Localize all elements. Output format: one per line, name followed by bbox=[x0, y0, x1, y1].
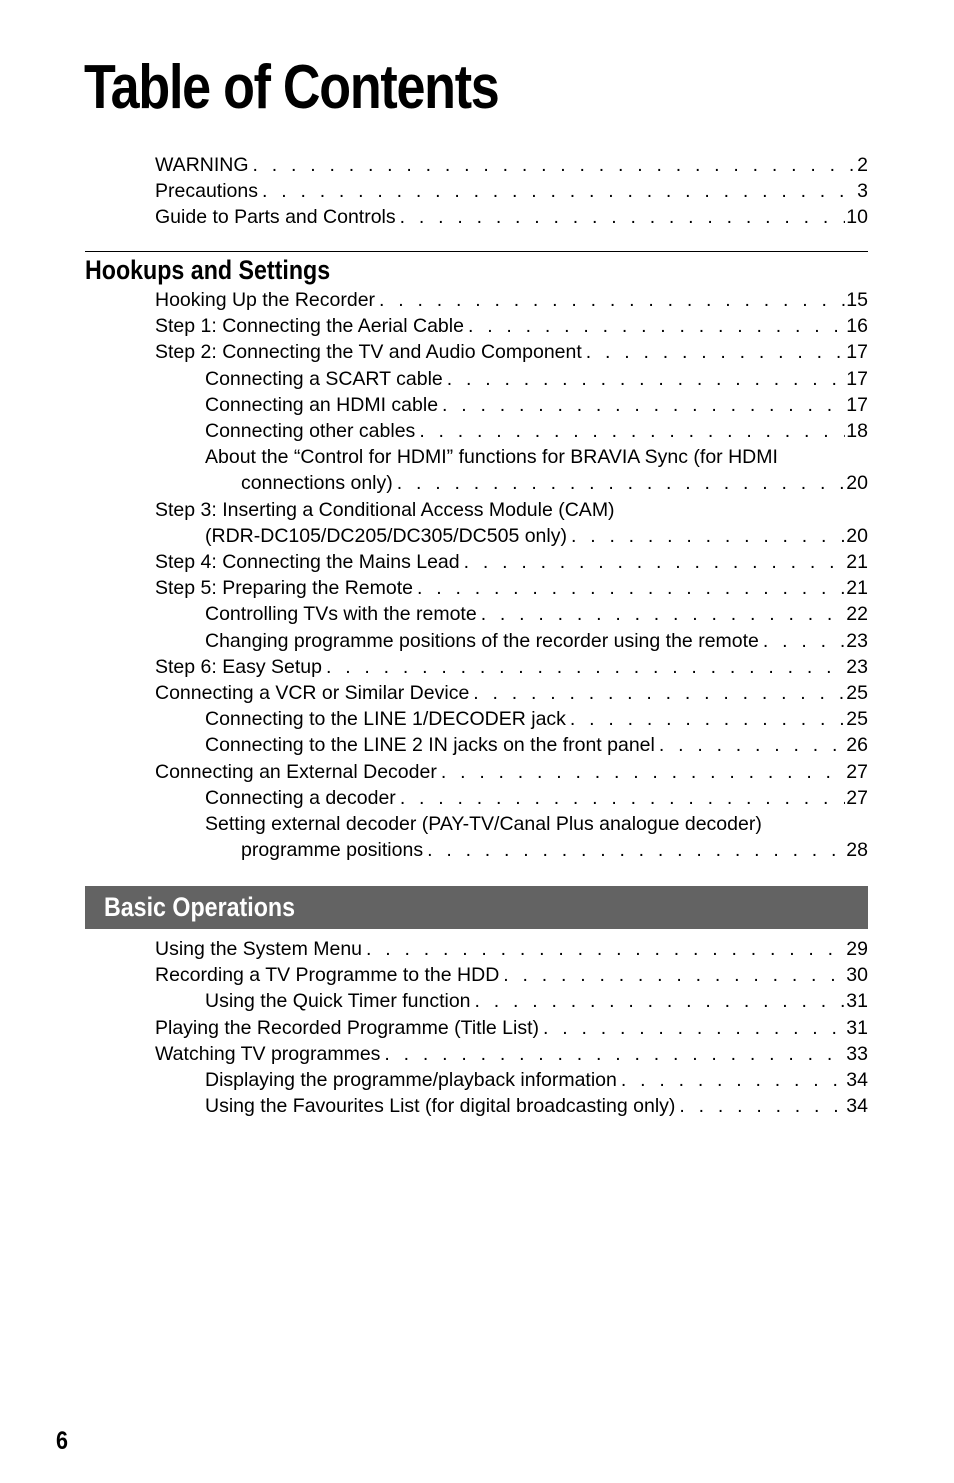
toc-subentry-multiline[interactable] bbox=[155, 811, 868, 863]
toc-entry-warning[interactable] bbox=[155, 152, 868, 178]
toc-entry-title: Connecting an External Decoder bbox=[155, 760, 437, 783]
toc-entry-page: 18 bbox=[846, 420, 868, 443]
section-header-basic-operations bbox=[85, 886, 868, 929]
toc-entry-page: 21 bbox=[846, 551, 868, 574]
toc-entry[interactable] bbox=[155, 549, 868, 575]
toc-entry-title: Watching TV programmes bbox=[155, 1042, 381, 1065]
toc-entry-multiline[interactable] bbox=[155, 497, 868, 549]
toc-entry[interactable] bbox=[155, 654, 868, 680]
toc-entry-page: 20 bbox=[846, 472, 868, 495]
toc-entry-title-line1: Step 3: Inserting a Conditional Access Module (CAM) bbox=[155, 498, 615, 521]
toc-entry-page: 27 bbox=[846, 760, 868, 783]
toc-entry-page: 17 bbox=[846, 341, 868, 364]
toc-entry-title: Using the Favourites List (for digital broadcasting only) bbox=[205, 1095, 676, 1118]
toc-entry-title-line2: programme positions bbox=[241, 839, 424, 862]
toc-entry-title: Displaying the programme/playback information bbox=[205, 1069, 617, 1092]
toc-subentry[interactable] bbox=[155, 785, 868, 811]
toc-entry-title: Connecting a decoder bbox=[205, 786, 396, 809]
toc-subentry-multiline[interactable] bbox=[155, 444, 868, 496]
toc-entry-title: Step 4: Connecting the Mains Lead bbox=[155, 551, 460, 574]
toc-entry-page: 30 bbox=[846, 964, 868, 987]
toc-entry-page: 2 bbox=[857, 154, 868, 176]
toc-entry-title: Recording a TV Programme to the HDD bbox=[155, 964, 500, 987]
toc-entry-title: Step 1: Connecting the Aerial Cable bbox=[155, 315, 464, 338]
toc-entry[interactable] bbox=[155, 1015, 868, 1041]
toc-entry-title: Connecting to the LINE 1/DECODER jack bbox=[205, 708, 566, 731]
toc-entry-page: 23 bbox=[846, 655, 868, 678]
toc-entry-title: Connecting to the LINE 2 IN jacks on the front panel bbox=[205, 734, 655, 757]
toc-entry-page: 10 bbox=[846, 206, 868, 229]
toc-entry-title: Playing the Recorded Programme (Title List) bbox=[155, 1016, 540, 1039]
toc-entry-page: 22 bbox=[846, 603, 868, 626]
toc-entry-title-line1: Setting external decoder (PAY-TV/Canal Plus analogue decoder) bbox=[205, 813, 762, 836]
section-heading-hookups: Hookups and Settings bbox=[85, 255, 331, 285]
toc-entry-page: 28 bbox=[846, 839, 868, 862]
toc-entry-page: 17 bbox=[846, 367, 868, 390]
toc-entry[interactable] bbox=[155, 339, 868, 365]
toc-entry-page: 27 bbox=[846, 786, 868, 809]
toc-entry[interactable] bbox=[155, 287, 868, 313]
toc-entry-page: 17 bbox=[846, 393, 868, 416]
toc-entry-page: 15 bbox=[846, 289, 868, 311]
toc-entry-page: 20 bbox=[846, 524, 868, 547]
toc-entry-title: Connecting an HDMI cable bbox=[205, 393, 439, 416]
toc-entry-page: 26 bbox=[846, 734, 868, 757]
toc-entry-title: WARNING bbox=[155, 154, 249, 176]
toc-entry-title: Precautions bbox=[155, 180, 258, 203]
toc-entry-page: 3 bbox=[857, 180, 868, 203]
toc-subentry[interactable] bbox=[155, 392, 868, 418]
toc-entry[interactable] bbox=[155, 313, 868, 339]
toc-subentry[interactable] bbox=[155, 706, 868, 732]
toc-entry-title: Guide to Parts and Controls bbox=[155, 206, 396, 229]
toc-entry[interactable] bbox=[155, 962, 868, 988]
toc-entry-title: Connecting a SCART cable bbox=[205, 367, 443, 390]
toc-entry-page: 34 bbox=[846, 1069, 868, 1092]
toc-subentry[interactable] bbox=[155, 732, 868, 758]
toc-entry-precautions[interactable] bbox=[155, 178, 868, 204]
toc-entry-title: Step 2: Connecting the TV and Audio Component bbox=[155, 341, 582, 364]
toc-entry-page: 31 bbox=[846, 990, 868, 1013]
page-title: Table of Contents bbox=[84, 53, 499, 122]
toc-entry[interactable] bbox=[155, 936, 868, 962]
toc-entry-title-line1: About the “Control for HDMI” functions for BRAVIA Sync (for HDMI bbox=[205, 446, 778, 469]
hookups-list bbox=[155, 287, 868, 863]
toc-entry[interactable] bbox=[155, 1041, 868, 1067]
section-heading-basic: Basic Operations bbox=[104, 892, 295, 922]
basic-operations-list bbox=[155, 936, 868, 1119]
toc-entry-title: Changing programme positions of the recorder using the remote bbox=[205, 629, 759, 652]
page-number: 6 bbox=[56, 1427, 68, 1455]
toc-entry-page: 23 bbox=[846, 629, 868, 652]
toc-entry[interactable] bbox=[155, 680, 868, 706]
toc-subentry[interactable] bbox=[155, 1067, 868, 1093]
toc-entry-page: 16 bbox=[846, 315, 868, 338]
toc-entry[interactable] bbox=[155, 759, 868, 785]
toc-entry-page: 21 bbox=[846, 577, 868, 600]
section-divider bbox=[85, 251, 868, 252]
toc-entry-page: 33 bbox=[846, 1042, 868, 1065]
toc-entry-title: Using the Quick Timer function bbox=[205, 990, 471, 1013]
toc-entry-title: Step 5: Preparing the Remote bbox=[155, 577, 413, 600]
front-matter-list bbox=[155, 152, 868, 231]
toc-entry-title: Connecting other cables bbox=[205, 420, 416, 443]
toc-entry-title: Hooking Up the Recorder bbox=[155, 289, 376, 311]
toc-subentry[interactable] bbox=[155, 418, 868, 444]
toc-entry-page: 34 bbox=[846, 1095, 868, 1118]
toc-subentry[interactable] bbox=[155, 628, 868, 654]
toc-subentry[interactable] bbox=[155, 988, 868, 1014]
toc-entry[interactable] bbox=[155, 575, 868, 601]
toc-entry-page: 29 bbox=[846, 938, 868, 960]
toc-entry-guide-to-parts[interactable] bbox=[155, 204, 868, 230]
toc-entry-title: Step 6: Easy Setup bbox=[155, 655, 322, 678]
toc-subentry[interactable] bbox=[155, 366, 868, 392]
toc-entry-page: 25 bbox=[846, 682, 868, 705]
toc-entry-page: 31 bbox=[846, 1016, 868, 1039]
toc-entry-title-line2: connections only) bbox=[241, 472, 393, 495]
toc-entry-title: Connecting a VCR or Similar Device bbox=[155, 682, 470, 705]
toc-subentry[interactable] bbox=[155, 601, 868, 627]
toc-subentry[interactable] bbox=[155, 1093, 868, 1119]
toc-entry-title: Controlling TVs with the remote bbox=[205, 603, 477, 626]
toc-entry-title: Using the System Menu bbox=[155, 938, 363, 960]
toc-entry-page: 25 bbox=[846, 708, 868, 731]
toc-entry-title-line2: (RDR-DC105/DC205/DC305/DC505 only) bbox=[205, 524, 567, 547]
